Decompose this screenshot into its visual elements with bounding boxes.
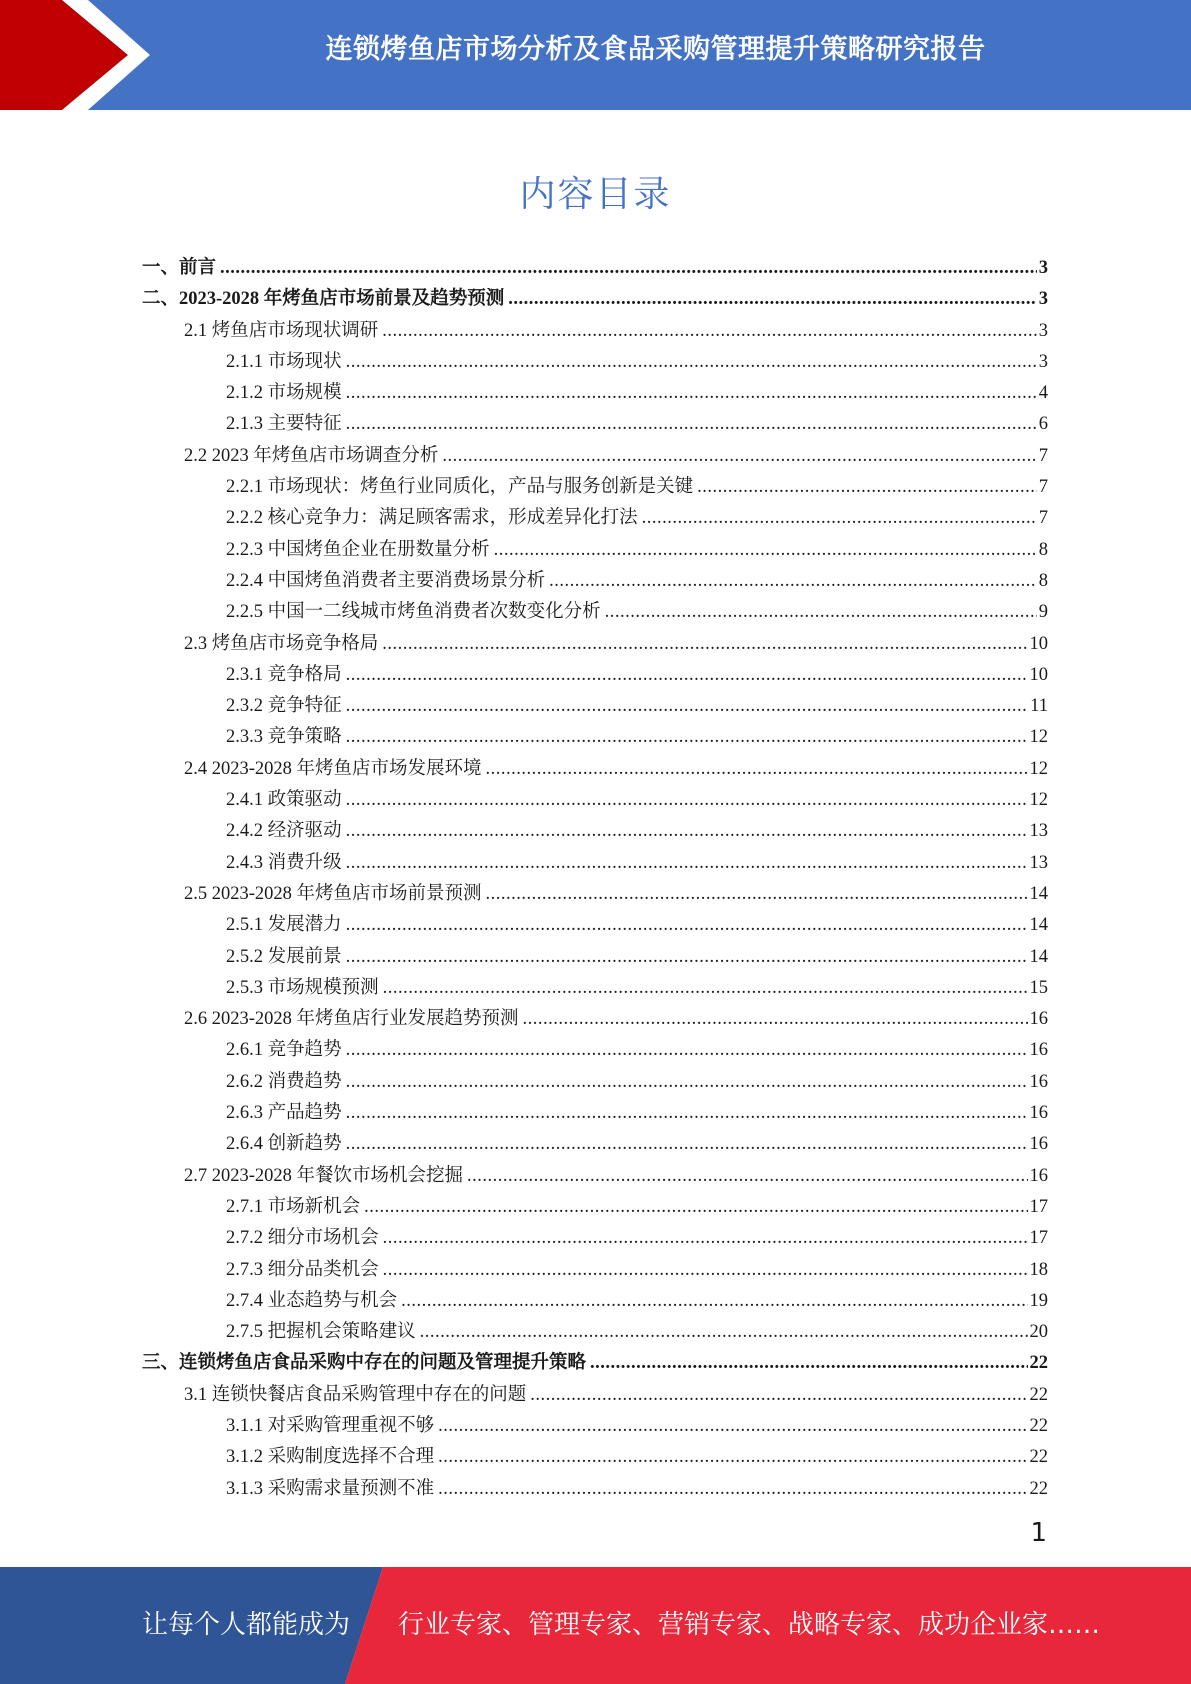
toc-entry-page: 22 xyxy=(1029,1447,1048,1468)
toc-entry-title: 2.2.3 中国烤鱼企业在册数量分析 xyxy=(226,539,490,560)
toc-entry-page: 12 xyxy=(1029,790,1048,811)
toc-entry-title: 2.5.1 发展潜力 xyxy=(226,915,342,936)
toc-dot-leader xyxy=(508,284,1036,315)
toc-entry[interactable] xyxy=(142,1098,1048,1129)
toc-entry-title: 3.1.1 对采购管理重视不够 xyxy=(226,1415,435,1436)
toc-entry-title: 2.5.3 市场规模预测 xyxy=(226,977,379,998)
toc-entry-page: 7 xyxy=(1038,445,1048,466)
toc-dot-leader xyxy=(383,1223,1028,1254)
toc-entry[interactable] xyxy=(142,1223,1048,1254)
toc-dot-leader xyxy=(346,409,1037,440)
toc-entry[interactable] xyxy=(142,284,1048,315)
toc-dot-leader xyxy=(549,566,1037,597)
toc-entry-title: 2.6.1 竞争趋势 xyxy=(226,1040,342,1061)
toc-entry[interactable] xyxy=(142,629,1048,660)
toc-entry[interactable] xyxy=(142,316,1048,347)
toc-entry[interactable] xyxy=(142,1035,1048,1066)
toc-entry-title: 2.3.3 竞争策略 xyxy=(226,727,342,748)
toc-entry-page: 16 xyxy=(1029,1071,1048,1092)
toc-entry[interactable] xyxy=(142,691,1048,722)
toc-entry[interactable] xyxy=(142,1129,1048,1160)
toc-entry[interactable] xyxy=(142,1317,1048,1348)
toc-entry[interactable] xyxy=(142,1442,1048,1473)
toc-entry-page: 8 xyxy=(1038,570,1048,591)
toc-entry-title: 2.2.2 核心竞争力：满足顾客需求，形成差异化打法 xyxy=(226,508,638,529)
toc-entry[interactable] xyxy=(142,566,1048,597)
toc-dot-leader xyxy=(383,1255,1028,1286)
toc-entry-page: 10 xyxy=(1029,633,1048,654)
footer-banner xyxy=(0,1567,1191,1684)
toc-entry-title: 2.1.2 市场规模 xyxy=(226,383,342,404)
toc-entry[interactable] xyxy=(142,347,1048,378)
toc-entry-page: 3 xyxy=(1038,258,1048,278)
page-number: 1 xyxy=(1030,1518,1047,1548)
toc-entry-title: 三、连锁烤鱼店食品采购中存在的问题及管理提升策略 xyxy=(142,1353,587,1374)
toc-entry-page: 13 xyxy=(1029,852,1048,873)
toc-dot-leader xyxy=(642,503,1037,534)
toc-entry-page: 14 xyxy=(1029,883,1048,904)
toc-entry-page: 19 xyxy=(1029,1290,1048,1311)
toc-entry[interactable] xyxy=(142,1474,1048,1505)
toc-dot-leader xyxy=(346,378,1037,409)
toc-entry[interactable] xyxy=(142,503,1048,534)
toc-entry-title: 2.4.1 政策驱动 xyxy=(226,790,342,811)
toc-entry-title: 2.2.4 中国烤鱼消费者主要消费场景分析 xyxy=(226,570,546,591)
toc-entry-title: 2.7.4 业态趋势与机会 xyxy=(226,1290,398,1311)
toc-entry-page: 10 xyxy=(1029,664,1048,685)
header-banner xyxy=(0,0,1191,110)
toc-entry-page: 3 xyxy=(1038,289,1048,310)
toc-entry[interactable] xyxy=(142,441,1048,472)
toc-entry-page: 16 xyxy=(1029,1103,1048,1124)
toc-entry-title: 3.1.3 采购需求量预测不准 xyxy=(226,1478,435,1499)
toc-entry-page: 6 xyxy=(1038,414,1048,435)
toc-entry-page: 18 xyxy=(1029,1259,1048,1280)
toc-entry[interactable] xyxy=(142,1286,1048,1317)
toc-dot-leader xyxy=(420,1317,1028,1348)
toc-entry[interactable] xyxy=(142,1411,1048,1442)
toc-entry-page: 13 xyxy=(1029,821,1048,842)
toc-entry-page: 22 xyxy=(1029,1478,1048,1499)
toc-entry-page: 9 xyxy=(1038,602,1048,623)
toc-entry-title: 2.1.1 市场现状 xyxy=(226,351,342,372)
toc-dot-leader xyxy=(346,942,1028,973)
toc-entry-title: 2.7 2023-2028 年餐饮市场机会挖掘 xyxy=(184,1165,464,1186)
toc-entry[interactable] xyxy=(142,879,1048,910)
toc-entry[interactable] xyxy=(142,1004,1048,1035)
toc-entry[interactable] xyxy=(142,1380,1048,1411)
toc-entry-page: 12 xyxy=(1029,758,1048,779)
toc-entry-title: 2.3 烤鱼店市场竞争格局 xyxy=(184,633,379,654)
toc-dot-leader xyxy=(346,722,1028,753)
toc-entry[interactable] xyxy=(142,942,1048,973)
toc-entry[interactable] xyxy=(142,378,1048,409)
toc-entry-title: 二、2023-2028 年烤鱼店市场前景及趋势预测 xyxy=(142,289,505,310)
toc-entry-title: 2.2 2023 年烤鱼店市场调查分析 xyxy=(184,445,439,466)
toc-entry[interactable] xyxy=(142,910,1048,941)
toc-entry-page: 7 xyxy=(1038,508,1048,529)
toc-entry-page: 22 xyxy=(1029,1384,1048,1405)
toc-entry-page: 22 xyxy=(1029,1353,1048,1374)
toc-entry[interactable] xyxy=(142,253,1048,284)
toc-dot-leader xyxy=(346,660,1028,691)
toc-entry-page: 16 xyxy=(1029,1009,1048,1030)
toc-entry[interactable] xyxy=(142,1067,1048,1098)
toc-entry[interactable] xyxy=(142,409,1048,440)
toc-entry[interactable] xyxy=(142,754,1048,785)
toc-entry-page: 17 xyxy=(1029,1196,1048,1217)
toc-entry[interactable] xyxy=(142,785,1048,816)
toc-entry-page: 12 xyxy=(1029,727,1048,748)
toc-entry-title: 3.1 连锁快餐店食品采购管理中存在的问题 xyxy=(184,1384,527,1405)
toc-dot-leader xyxy=(346,1035,1028,1066)
toc-entry-title: 3.1.2 采购制度选择不合理 xyxy=(226,1447,435,1468)
toc-dot-leader xyxy=(442,441,1036,472)
toc-dot-leader xyxy=(346,848,1028,879)
toc-entry-title: 一、前言 xyxy=(142,258,217,278)
toc-entry-page: 15 xyxy=(1029,977,1048,998)
toc-heading: 内容目录 xyxy=(519,174,672,215)
toc-entry-title: 2.3.1 竞争格局 xyxy=(226,664,342,685)
toc-dot-leader xyxy=(494,535,1037,566)
toc-entry[interactable] xyxy=(142,535,1048,566)
toc-dot-leader xyxy=(590,1348,1027,1379)
toc-entry-page: 17 xyxy=(1029,1228,1048,1249)
report-title: 连锁烤鱼店市场分析及食品采购管理提升策略研究报告 xyxy=(325,34,986,65)
toc-entry[interactable] xyxy=(142,848,1048,879)
toc-entry-title: 2.1.3 主要特征 xyxy=(226,414,342,435)
toc-dot-leader xyxy=(467,1161,1027,1192)
toc-entry-title: 2.7.1 市场新机会 xyxy=(226,1196,361,1217)
toc-entry[interactable] xyxy=(142,597,1048,628)
toc-entry[interactable] xyxy=(142,722,1048,753)
toc-entry-title: 2.5 2023-2028 年烤鱼店市场前景预测 xyxy=(184,883,482,904)
toc-dot-leader xyxy=(697,472,1037,503)
toc-entry-page: 14 xyxy=(1029,915,1048,936)
toc-dot-leader xyxy=(486,754,1028,785)
toc-entry-page: 8 xyxy=(1038,539,1048,560)
toc-entry-page: 20 xyxy=(1029,1322,1048,1343)
toc-dot-leader xyxy=(486,879,1028,910)
toc-dot-leader xyxy=(364,1192,1027,1223)
toc-dot-leader xyxy=(530,1380,1027,1411)
toc-entry-title: 2.4 2023-2028 年烤鱼店市场发展环境 xyxy=(184,758,482,779)
toc-entry-title: 2.4.3 消费升级 xyxy=(226,852,342,873)
toc-entry-title: 2.7.5 把握机会策略建议 xyxy=(226,1322,416,1343)
toc-entry-title: 2.3.2 竞争特征 xyxy=(226,696,342,717)
toc-dot-leader xyxy=(383,973,1028,1004)
toc-entry[interactable] xyxy=(142,973,1048,1004)
toc-entry-page: 3 xyxy=(1038,320,1048,341)
toc-entry-title: 2.5.2 发展前景 xyxy=(226,946,342,967)
toc-dot-leader xyxy=(346,1098,1028,1129)
toc-dot-leader xyxy=(605,597,1037,628)
footer-slogan-left: 让每个人都能成为 xyxy=(142,1610,351,1640)
toc-entry-title: 2.6.3 产品趋势 xyxy=(226,1103,342,1124)
toc-dot-leader xyxy=(346,347,1037,378)
toc-entry-page: 3 xyxy=(1038,351,1048,372)
toc-entry-title: 2.2.5 中国一二线城市烤鱼消费者次数变化分析 xyxy=(226,602,601,623)
toc-entry[interactable] xyxy=(142,660,1048,691)
table-of-contents xyxy=(142,253,1048,1505)
toc-dot-leader xyxy=(382,316,1036,347)
toc-dot-leader xyxy=(220,253,1037,284)
footer-slogan-right: 行业专家、管理专家、营销专家、战略专家、成功企业家…… xyxy=(398,1610,1101,1640)
toc-entry-page: 16 xyxy=(1029,1134,1048,1155)
toc-dot-leader xyxy=(346,816,1028,847)
toc-dot-leader xyxy=(382,629,1027,660)
toc-entry[interactable] xyxy=(142,472,1048,503)
toc-entry-title: 2.6.4 创新趋势 xyxy=(226,1134,342,1155)
toc-entry[interactable] xyxy=(142,1192,1048,1223)
toc-dot-leader xyxy=(346,785,1028,816)
toc-dot-leader xyxy=(401,1286,1027,1317)
toc-entry[interactable] xyxy=(142,816,1048,847)
toc-entry[interactable] xyxy=(142,1348,1048,1379)
toc-dot-leader xyxy=(438,1474,1027,1505)
toc-entry[interactable] xyxy=(142,1255,1048,1286)
toc-dot-leader xyxy=(438,1442,1027,1473)
toc-entry-title: 2.4.2 经济驱动 xyxy=(226,821,342,842)
toc-entry-title: 2.7.2 细分市场机会 xyxy=(226,1228,379,1249)
toc-entry-page: 7 xyxy=(1038,477,1048,498)
toc-entry[interactable] xyxy=(142,1161,1048,1192)
toc-entry-page: 11 xyxy=(1030,696,1048,717)
toc-dot-leader xyxy=(346,1067,1028,1098)
toc-dot-leader xyxy=(346,691,1029,722)
toc-entry-page: 4 xyxy=(1038,383,1048,404)
toc-dot-leader xyxy=(346,910,1028,941)
toc-entry-title: 2.1 烤鱼店市场现状调研 xyxy=(184,320,379,341)
toc-entry-title: 2.6 2023-2028 年烤鱼店行业发展趋势预测 xyxy=(184,1009,519,1030)
toc-entry-title: 2.2.1 市场现状：烤鱼行业同质化，产品与服务创新是关键 xyxy=(226,477,694,498)
toc-entry-title: 2.6.2 消费趋势 xyxy=(226,1071,342,1092)
toc-entry-page: 14 xyxy=(1029,946,1048,967)
toc-dot-leader xyxy=(438,1411,1027,1442)
toc-entry-title: 2.7.3 细分品类机会 xyxy=(226,1259,379,1280)
toc-entry-page: 22 xyxy=(1029,1415,1048,1436)
toc-entry-page: 16 xyxy=(1029,1040,1048,1061)
toc-dot-leader xyxy=(523,1004,1028,1035)
toc-dot-leader xyxy=(346,1129,1028,1160)
toc-entry-page: 16 xyxy=(1029,1165,1048,1186)
